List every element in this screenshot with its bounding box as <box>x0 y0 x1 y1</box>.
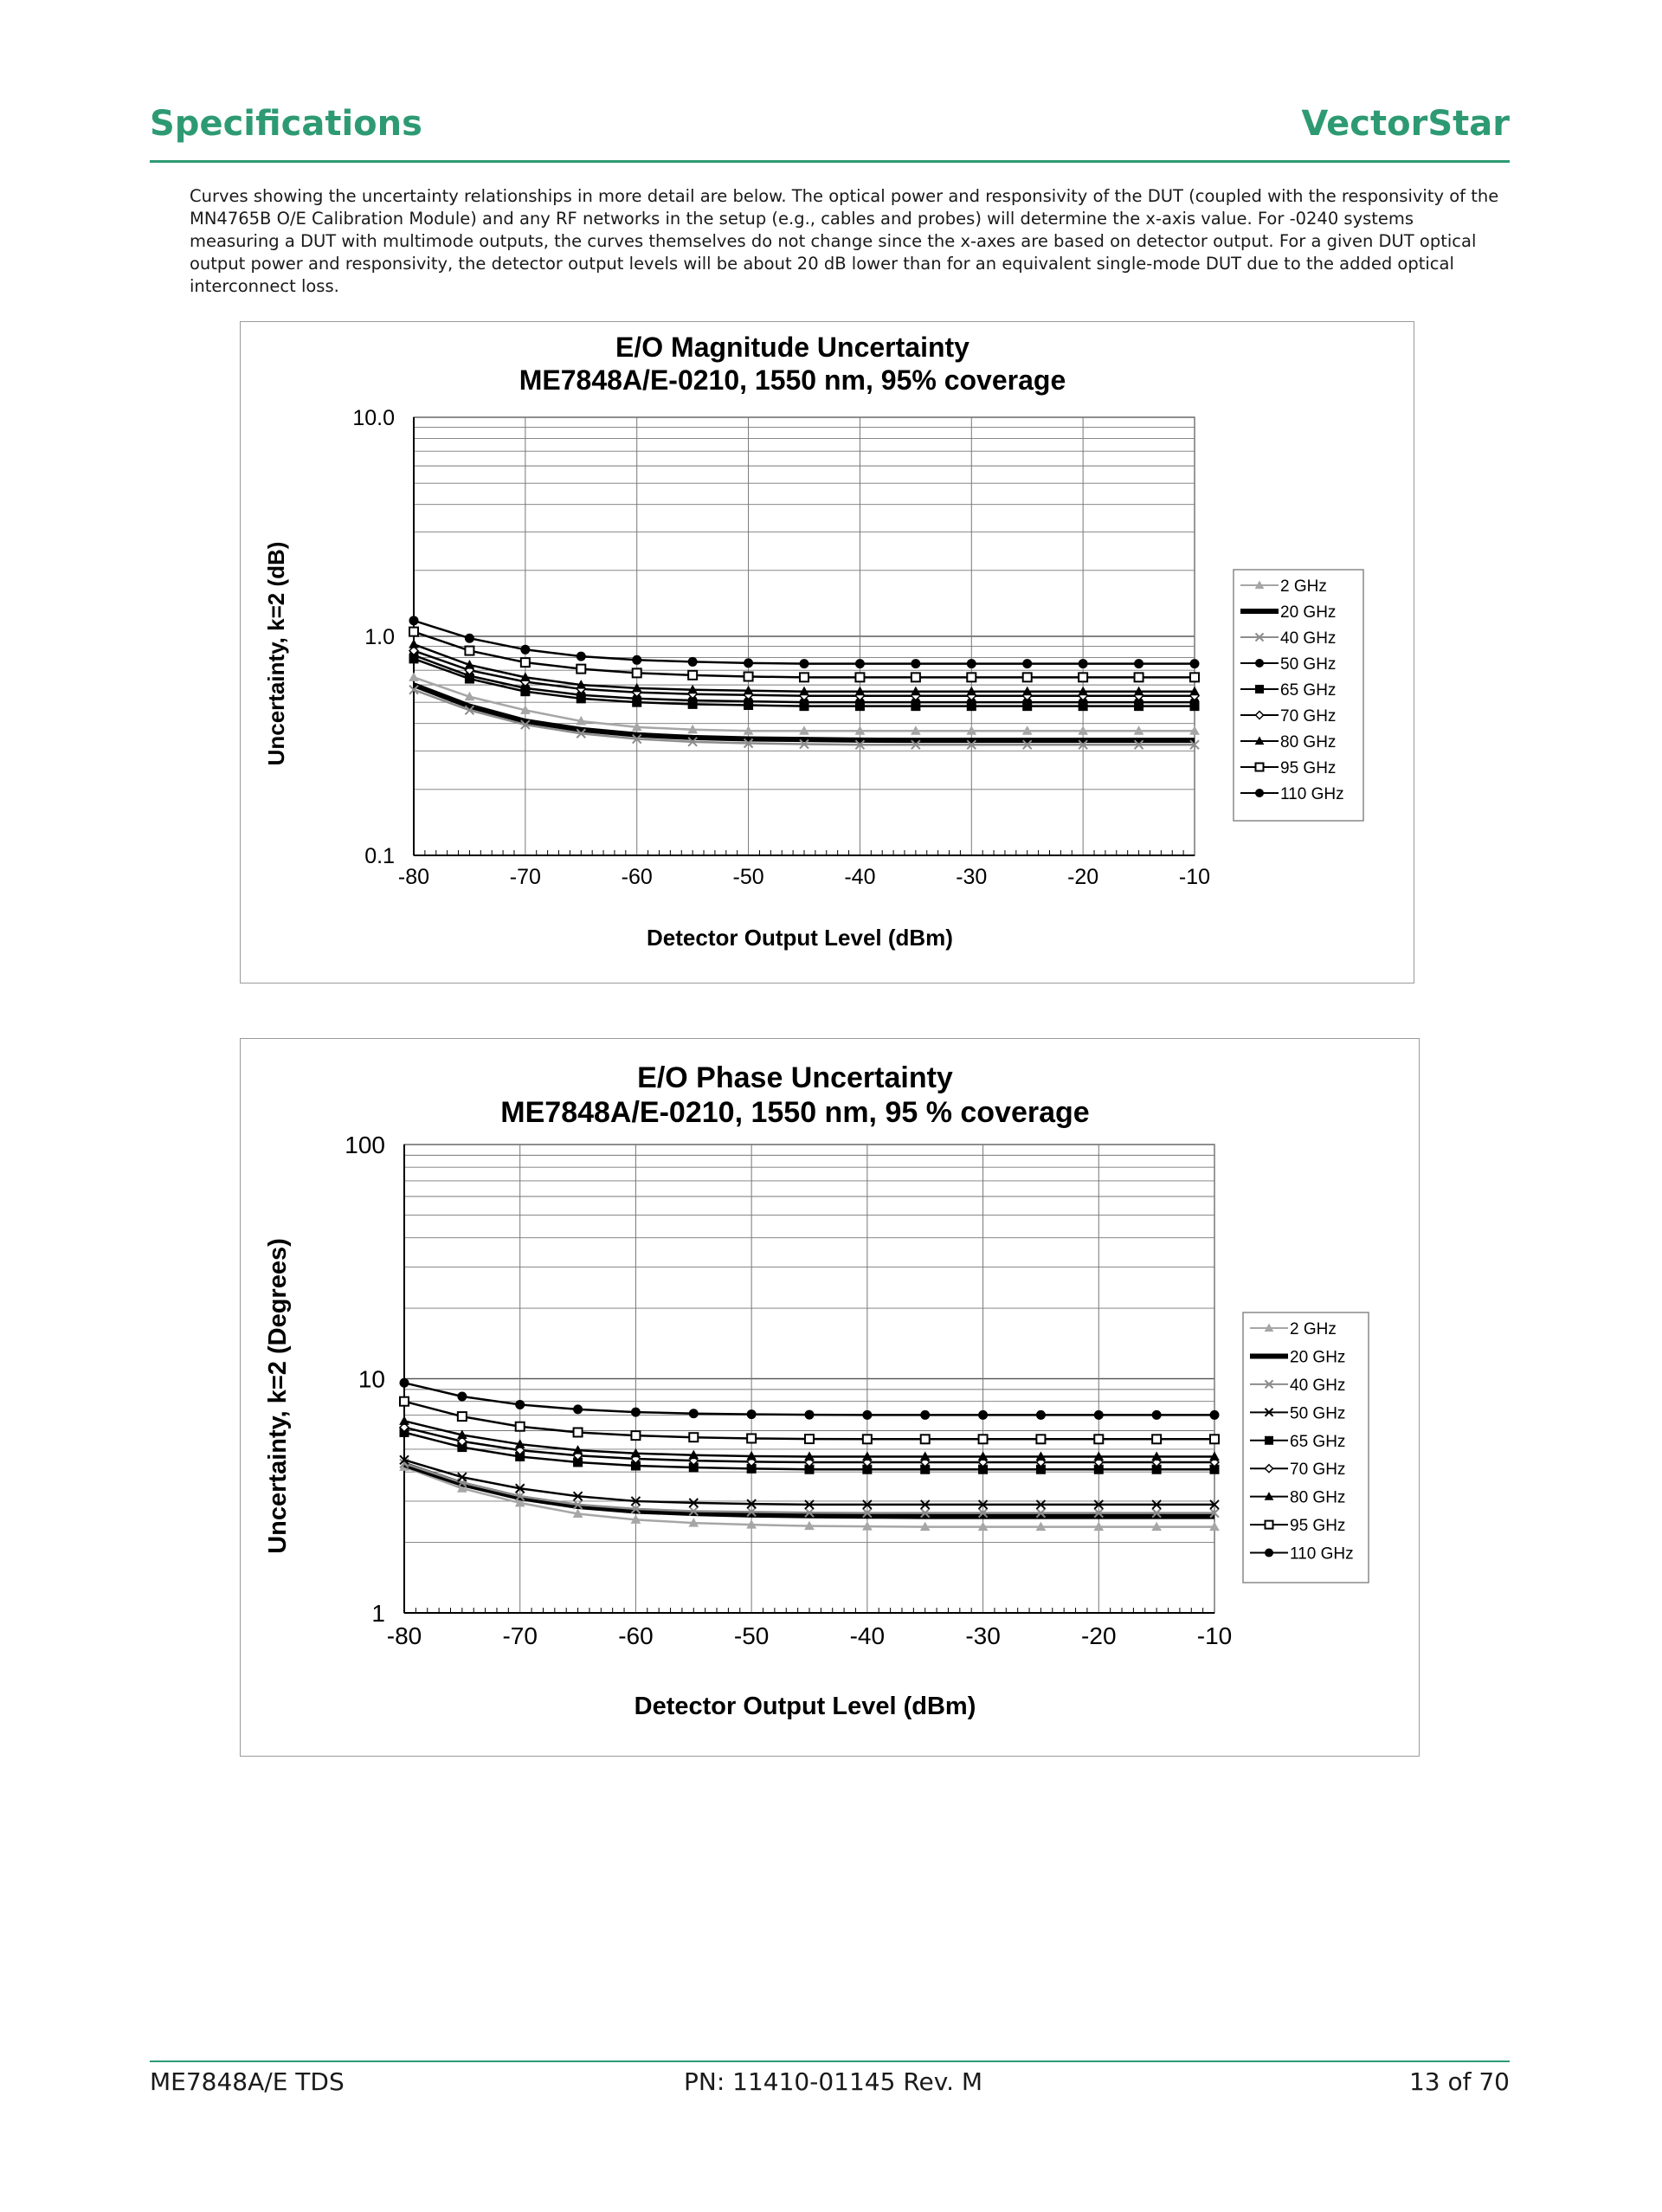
series-95-ghz-point <box>805 1435 814 1443</box>
x-tick-label: -20 <box>1081 1622 1117 1649</box>
magnitude-chart-frame <box>240 321 1414 983</box>
legend-entry-70-ghz-label: 70 GHz <box>1280 707 1337 726</box>
series-95-ghz-point <box>689 1433 698 1441</box>
series-95-ghz-point <box>1094 1435 1103 1443</box>
gridlines <box>414 417 1195 855</box>
series-95-ghz-point <box>912 673 920 681</box>
x-tick-label: -60 <box>618 1622 654 1649</box>
series-110-ghz-point <box>1190 660 1199 668</box>
legend-entry-95-ghz-marker <box>1256 764 1264 771</box>
series-95-ghz-point <box>465 647 473 655</box>
series-110-ghz-point <box>979 1410 988 1419</box>
header-section-title: Specifications <box>150 104 422 144</box>
legend-entry-2-ghz-label: 2 GHz <box>1290 1320 1337 1338</box>
legend-entry-50-ghz-marker <box>1256 660 1264 667</box>
legend-entry-110-ghz-marker <box>1266 1549 1273 1557</box>
series-65-ghz-point <box>688 700 697 708</box>
legend-entry-110-ghz-label: 110 GHz <box>1290 1545 1354 1564</box>
legend <box>1243 1312 1369 1583</box>
series-110-ghz-point <box>1023 660 1032 668</box>
series-95-ghz-point <box>631 1431 640 1440</box>
legend-entry-40-ghz-label: 40 GHz <box>1280 629 1337 648</box>
series-95-ghz-point <box>516 1422 525 1431</box>
series-65-ghz-point <box>1190 702 1199 711</box>
x-tick-label: -80 <box>397 865 430 889</box>
legend-entry-20-ghz-label: 20 GHz <box>1280 603 1337 622</box>
series-110-ghz-point <box>1036 1410 1045 1419</box>
series-95-ghz-point <box>458 1412 467 1421</box>
x-tick-label: -50 <box>733 1622 770 1649</box>
y-tick-label: 100 <box>345 1131 385 1158</box>
legend-entry-65-ghz-label: 65 GHz <box>1290 1432 1346 1451</box>
legend-entry-95-ghz-label: 95 GHz <box>1290 1517 1346 1536</box>
chart-title: E/O Magnitude Uncertainty <box>615 332 970 363</box>
series-65-ghz-point <box>633 698 641 706</box>
chart-subtitle: ME7848A/E-0210, 1550 nm, 95 % coverage <box>500 1096 1090 1129</box>
legend-entry-110-ghz-label: 110 GHz <box>1280 785 1344 803</box>
y-tick-label: 10 <box>358 1365 385 1393</box>
series-65-ghz-point <box>855 702 864 711</box>
series-95-ghz-point <box>633 668 641 677</box>
series-65-ghz-point <box>1079 702 1087 711</box>
legend-entry-65-ghz-marker <box>1256 686 1264 693</box>
series-110-ghz-point <box>577 652 585 661</box>
chart-subtitle: ME7848A/E-0210, 1550 nm, 95% coverage <box>519 364 1066 396</box>
legend-entry-2-ghz-label: 2 GHz <box>1280 577 1327 596</box>
series-110-ghz-point <box>516 1400 525 1409</box>
legend <box>1234 570 1363 821</box>
y-tick-label: 1.0 <box>364 624 395 649</box>
series-110-ghz-point <box>631 1408 640 1416</box>
series-95-ghz-point <box>577 665 585 674</box>
series-95-ghz-point <box>747 1434 756 1442</box>
series-95-ghz-point <box>688 671 697 680</box>
series-95-ghz-point <box>1036 1435 1045 1443</box>
y-tick-label: 1 <box>371 1599 385 1627</box>
legend-entry-95-ghz-label: 95 GHz <box>1280 759 1337 777</box>
y-tick-label: 10.0 <box>352 405 395 430</box>
series-110-ghz-point <box>1135 660 1143 668</box>
series-110-ghz-point <box>921 1410 930 1419</box>
phase-uncertainty-chart <box>241 1039 1419 1756</box>
series-110-ghz-point <box>465 634 473 642</box>
series-95-ghz-point <box>744 672 753 680</box>
series-110-ghz-point <box>1079 660 1087 668</box>
legend-entry-50-ghz-label: 50 GHz <box>1290 1404 1346 1423</box>
series-110-ghz-point <box>855 660 864 668</box>
series-95-ghz-point <box>574 1428 583 1436</box>
x-tick-label: -10 <box>1178 865 1211 889</box>
gridlines <box>404 1145 1214 1613</box>
x-tick-label: -30 <box>965 1622 1001 1649</box>
series-95-ghz-point <box>1135 673 1143 681</box>
series-110-ghz-point <box>1210 1410 1219 1419</box>
series-95-ghz-point <box>400 1397 409 1406</box>
legend-entry-80-ghz-label: 80 GHz <box>1290 1488 1346 1507</box>
intro-paragraph: Curves showing the uncertainty relationships in more detail are below. The optical power and responsivity of the DUT (coupled with the responsivity of the MN4765B O/E Calibration Module) and any RF networks in the setup (e.g., cables and probes) will determine the x-axis value. For -0240 systems measuring a DUT with multimode outputs, the curves themselves do not change since the x-axes are based on detector output. For a given DUT optical output power and responsivity, the detector output levels will be about 20 dB lower than for an equivalent single-mode DUT due to the added optical interconnect loss. <box>190 186 1499 296</box>
series-65-ghz-point <box>521 687 530 696</box>
x-tick-label: -20 <box>1067 865 1099 889</box>
x-tick-label: -80 <box>386 1622 422 1649</box>
series-95-ghz-point <box>1023 673 1032 681</box>
series-110-ghz-point <box>747 1410 756 1419</box>
footer-page-number: 13 of 70 <box>1408 2067 1510 2096</box>
legend-entry-110-ghz-marker <box>1256 790 1264 797</box>
series-65-ghz-point <box>1023 702 1032 711</box>
header-divider <box>150 160 1510 163</box>
footer-doc-name: ME7848A/E TDS <box>150 2067 345 2096</box>
legend-entry-20-ghz-label: 20 GHz <box>1290 1348 1346 1367</box>
series-95-ghz-point <box>800 673 808 681</box>
series-65-ghz-point <box>744 701 753 710</box>
x-axis-label: Detector Output Level (dBm) <box>634 1693 976 1720</box>
series-95-ghz-point <box>1079 673 1087 681</box>
legend-entry-40-ghz-label: 40 GHz <box>1290 1376 1346 1395</box>
series-110-ghz-point <box>689 1409 698 1418</box>
series-65-ghz-point <box>912 702 920 711</box>
series-110-ghz-point <box>400 1378 409 1387</box>
series-65-ghz-point <box>1135 702 1143 711</box>
series-65-ghz-point <box>465 674 473 683</box>
series-95-ghz-point <box>521 658 530 667</box>
series-95-ghz-point <box>1152 1435 1161 1443</box>
series-110-ghz-point <box>1152 1410 1161 1419</box>
series-95-ghz-point <box>409 628 418 636</box>
x-tick-label: -60 <box>621 865 653 889</box>
series-95-ghz-point <box>921 1435 930 1443</box>
series-110-ghz-point <box>863 1410 872 1419</box>
series-65-ghz-point <box>800 702 808 711</box>
series-110-ghz-point <box>409 616 418 625</box>
series-110-ghz-point <box>633 655 641 664</box>
series-110-ghz-point <box>967 660 976 668</box>
x-tick-label: -70 <box>509 865 541 889</box>
series-95-ghz-point <box>967 673 976 681</box>
series-65-ghz-point <box>577 694 585 703</box>
series-110-ghz-point <box>800 660 808 668</box>
legend-entry-65-ghz-marker <box>1266 1436 1273 1444</box>
legend-entry-80-ghz-label: 80 GHz <box>1280 733 1337 751</box>
x-tick-label: -10 <box>1196 1622 1233 1649</box>
x-axis-label: Detector Output Level (dBm) <box>647 925 953 951</box>
y-axis-label: Uncertainty, k=2 (Degrees) <box>264 1238 292 1554</box>
series-95-ghz-point <box>979 1435 988 1443</box>
legend-entry-95-ghz-marker <box>1266 1521 1273 1529</box>
series-110-ghz-point <box>574 1405 583 1414</box>
series-110-ghz-point <box>688 657 697 666</box>
legend-entry-70-ghz-label: 70 GHz <box>1290 1461 1346 1480</box>
x-tick-label: -30 <box>956 865 988 889</box>
y-axis-label: Uncertainty, k=2 (dB) <box>263 541 289 766</box>
footer-part-number: PN: 11410-01145 Rev. M <box>684 2067 983 2096</box>
footer-divider <box>150 2060 1510 2062</box>
x-tick-label: -50 <box>732 865 764 889</box>
header-product-name: VectorStar <box>1301 104 1510 144</box>
magnitude-uncertainty-chart <box>241 322 1414 983</box>
series-95-ghz-point <box>855 673 864 681</box>
legend-entry-65-ghz-label: 65 GHz <box>1280 681 1337 700</box>
series-110-ghz-point <box>458 1392 467 1401</box>
y-tick-label: 0.1 <box>364 843 395 868</box>
series-110-ghz-point <box>1094 1410 1103 1419</box>
legend-entry-50-ghz-label: 50 GHz <box>1280 655 1337 674</box>
series-95-ghz-point <box>863 1435 872 1443</box>
series-95-ghz-point <box>1190 673 1199 681</box>
series-110-ghz-point <box>744 659 753 667</box>
series-110-ghz-point <box>912 660 920 668</box>
x-tick-label: -40 <box>849 1622 886 1649</box>
chart-title: E/O Phase Uncertainty <box>637 1061 953 1094</box>
x-tick-label: -70 <box>502 1622 538 1649</box>
series-95-ghz-point <box>1210 1435 1219 1443</box>
series-110-ghz-point <box>521 645 530 654</box>
series-110-ghz-point <box>805 1410 814 1419</box>
series-65-ghz-point <box>967 702 976 711</box>
phase-chart-frame <box>240 1038 1420 1757</box>
x-tick-label: -40 <box>844 865 876 889</box>
